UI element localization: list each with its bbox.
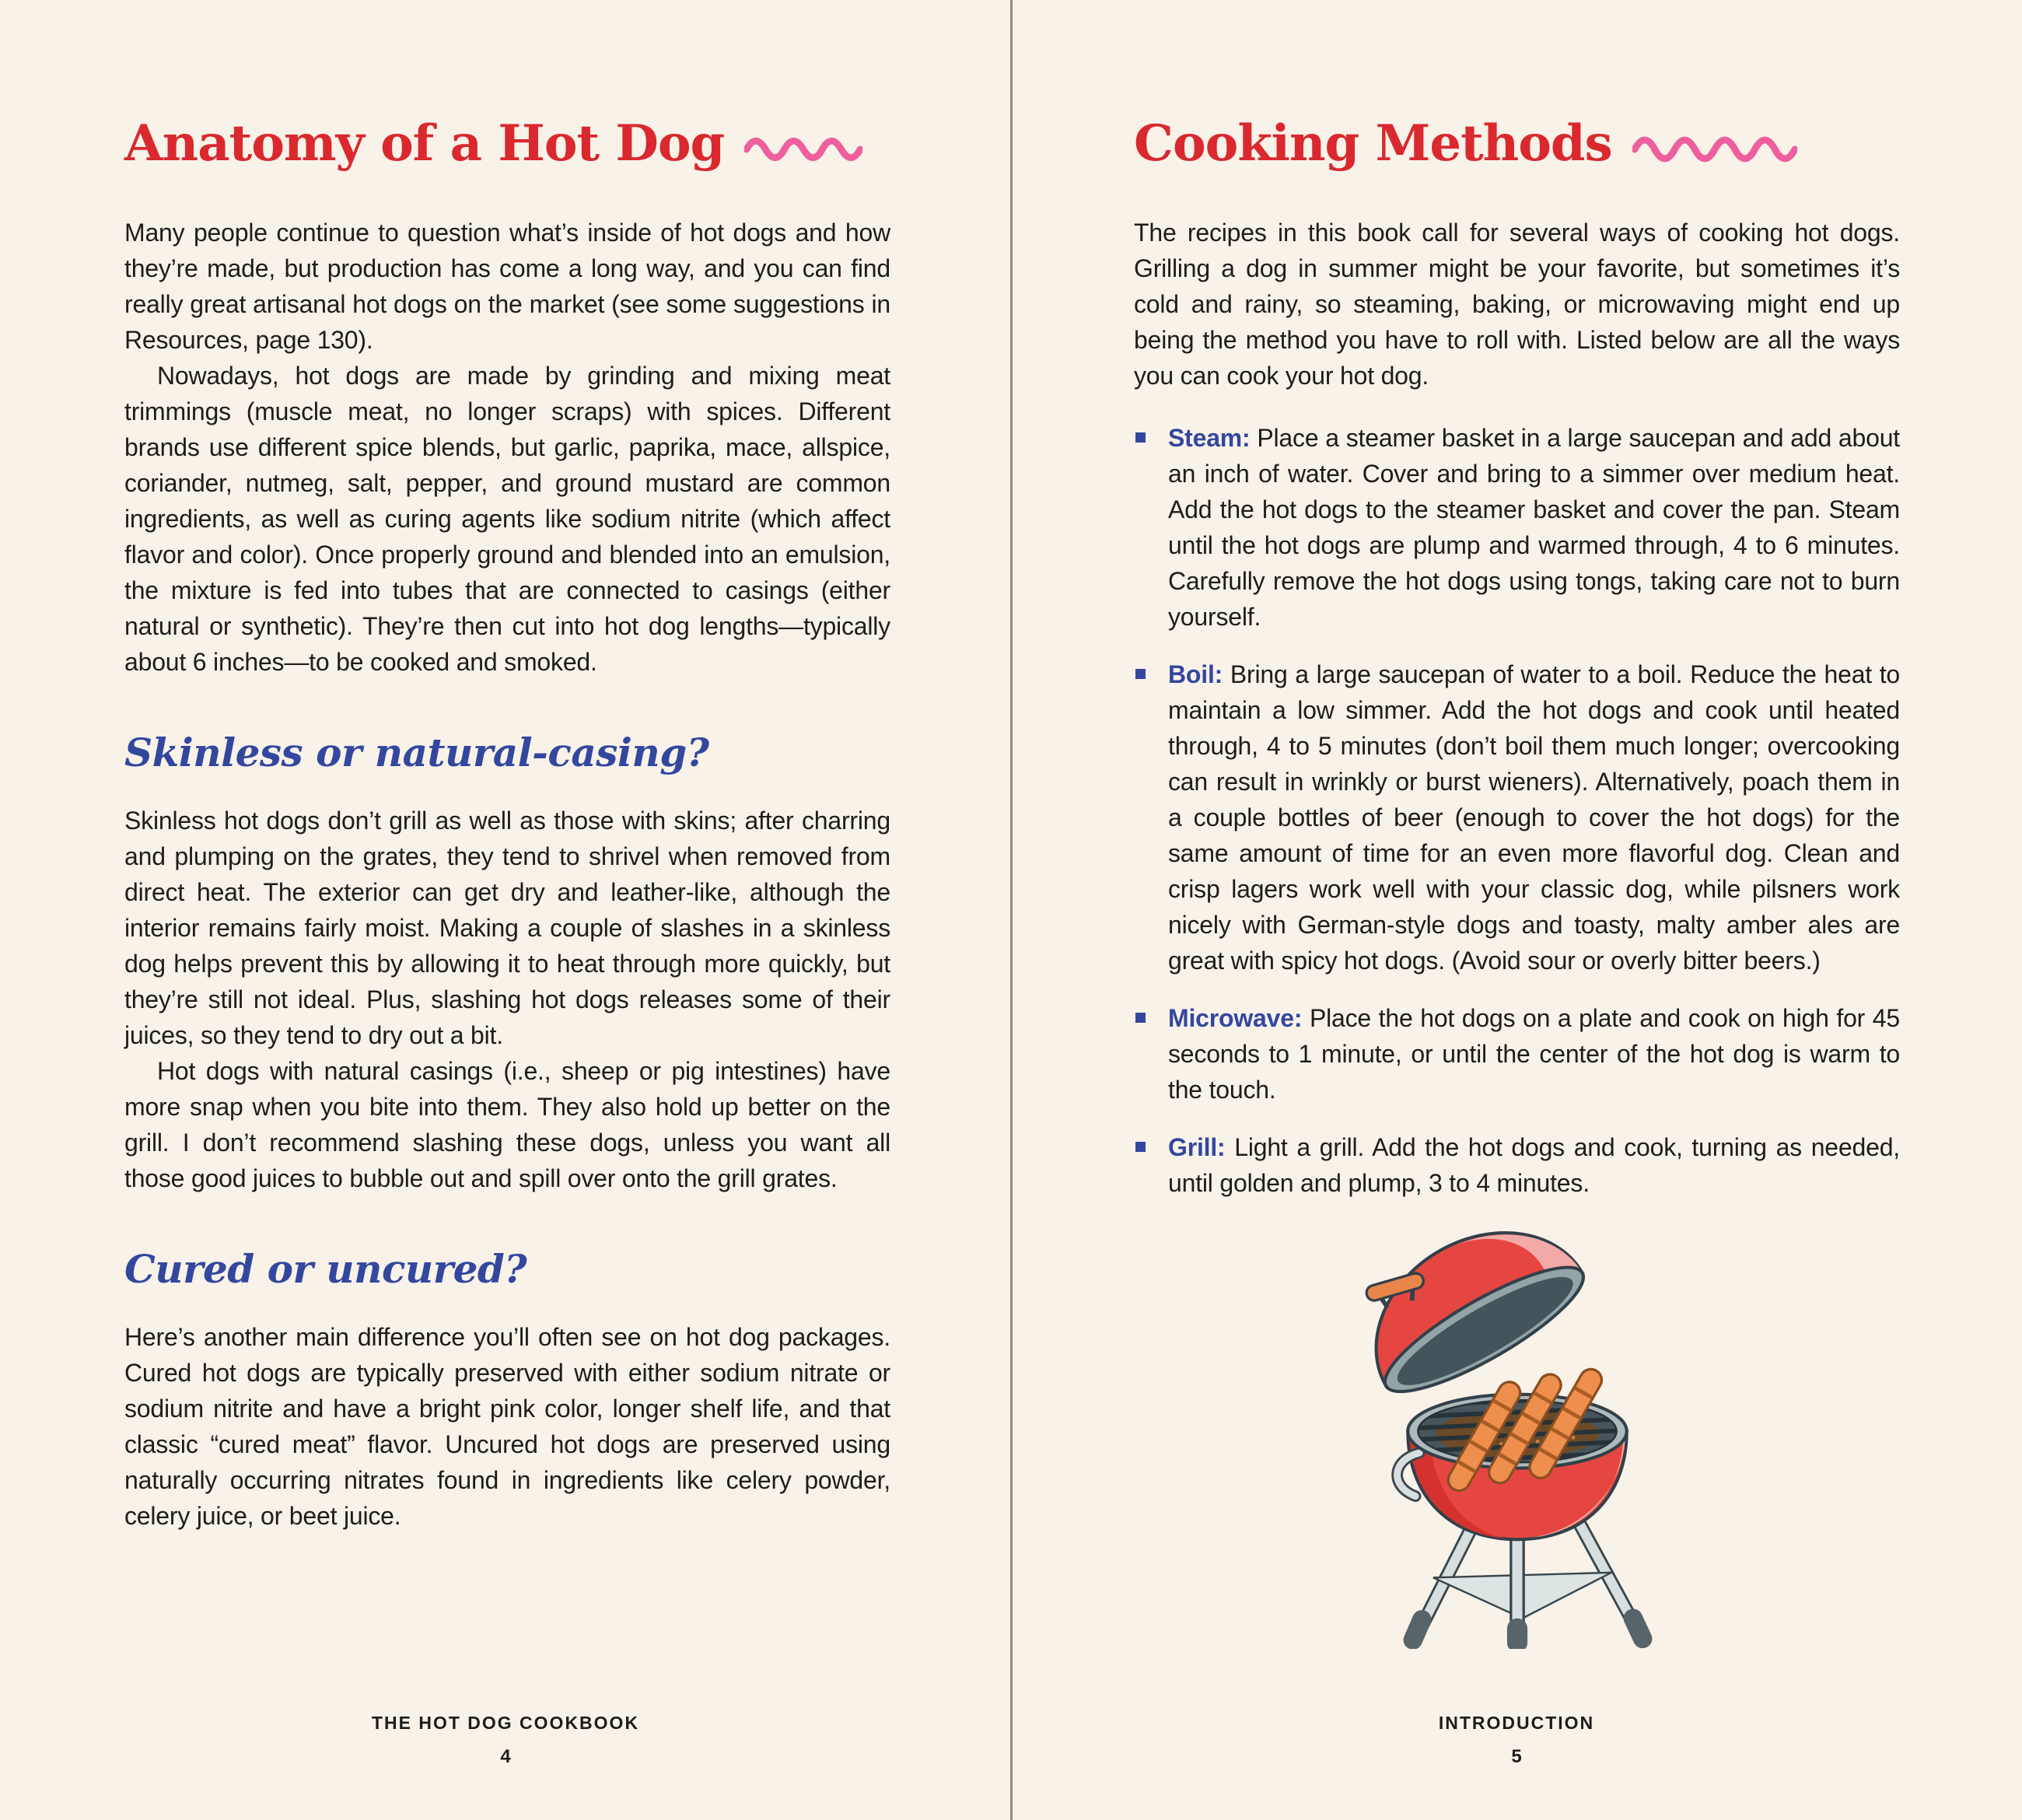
list-item (1168, 420, 1900, 635)
running-footer (1011, 1713, 2022, 1768)
bullet-icon (1135, 432, 1146, 443)
running-title: INTRODUCTION (1438, 1713, 1595, 1733)
section-heading: Cured or uncured? (124, 1246, 527, 1292)
right-page (1011, 0, 2022, 1820)
method-text: Bring a large saucepan of water to a boil. Reduce the heat to maintain a low simmer. Add the hot dogs and cook until heated through, 4 to 5 minutes (don’t boil them much longer; overcooking can result in wrinkly or burst wieners). Alternatively, poach them in a couple bottles of beer (enough to cover the hot dogs) for the same amount of time for an even more flavorful dog. Clean and crisp lagers work well with your classic dog, while pilsners work nicely with German-style dogs and toasty, malty amber ales are great with spicy hot dogs. (Avoid sour or overly bitter beers.) (1168, 660, 1900, 975)
page-title: Anatomy of a Hot Dog (124, 114, 725, 173)
paragraph: Hot dogs with natural casings (i.e., sheep or pig intestines) have more snap when you bite into them. They also hold up better on the grill. I don’t recommend slashing these dogs, unless you want all those good juices to bubble out and spill over onto the grill grates. (124, 1057, 890, 1192)
method-label: Boil: (1168, 660, 1223, 688)
squiggle-decoration-icon (1632, 135, 1797, 163)
grill-illustration (1300, 1229, 1735, 1649)
paragraph: Many people continue to question what’s inside of hot dogs and how they’re made, but production has come a long way, and you can find really great artisanal hot dogs on the market (see some suggestions in Resources, page 130). (124, 219, 890, 354)
method-label: Steam: (1168, 424, 1251, 452)
list-item (1168, 1129, 1900, 1201)
bullet-icon (1135, 1013, 1146, 1023)
method-text: Place a steamer basket in a large saucepan and add about an inch of water. Cover and bring to a simmer over medium heat. Add the hot dogs to the steamer basket and cover the pan. Steam until the hot dogs are plump and warmed through, 4 to 6 minutes. Carefully remove the hot dogs using tongs, taking care not to burn yourself. (1168, 424, 1900, 631)
grill-bowl (1397, 1365, 1634, 1539)
list-item (1168, 656, 1900, 978)
page-title: Cooking Methods (1134, 114, 1612, 173)
paragraph: Here’s another main difference you’ll often see on hot dog packages. Cured hot dogs are typically preserved with either sodium nitrate or sodium nitrite and have a bright pink color, longer shelf life, and that classic “cured meat” flavor. Uncured hot dogs are preserved using naturally occurring nitrates found in ingredients like celery powder, celery juice, or beet juice. (124, 1323, 890, 1530)
cooking-methods-list (1134, 420, 1900, 1201)
list-item (1168, 1000, 1900, 1108)
section-heading: Skinless or natural-casing? (124, 730, 709, 775)
bullet-icon (1135, 1142, 1146, 1152)
squiggle-decoration-icon (744, 135, 862, 163)
running-footer (0, 1713, 1011, 1768)
page-number: 4 (500, 1746, 511, 1767)
method-label: Microwave: (1168, 1004, 1303, 1032)
method-text: Place the hot dogs on a plate and cook on high for 45 seconds to 1 minute, or until the center of the hot dog is warm to the touch. (1168, 1004, 1900, 1104)
page-number: 5 (1511, 1746, 1522, 1767)
bullet-icon (1135, 669, 1146, 679)
paragraph: The recipes in this book call for several ways of cooking hot dogs. Grilling a dog in summer might be your favorite, but sometimes it’s cold and rainy, so steaming, baking, or microwaving might end up being the method you have to roll with. Listed below are all the ways you can cook your hot dog. (1134, 219, 1900, 390)
running-title: THE HOT DOG COOKBOOK (371, 1713, 640, 1733)
paragraph: Skinless hot dogs don’t grill as well as those with skins; after charring and plumping on the grates, they tend to shrivel when removed from direct heat. The exterior can get dry and leather-like, although the interior remains fairly moist. Making a couple of slashes in a skinless dog helps prevent this by allowing it to heat through more quickly, but they’re still not ideal. Plus, slashing hot dogs releases some of their juices, so they tend to dry out a bit. (124, 807, 890, 1049)
method-label: Grill: (1168, 1133, 1226, 1161)
method-text: Light a grill. Add the hot dogs and cook, turning as needed, until golden and plump, 3 to 4 minutes. (1168, 1133, 1900, 1197)
paragraph: Nowadays, hot dogs are made by grinding and mixing meat trimmings (muscle meat, no longer scraps) with spices. Different brands use different spice blends, but garlic, paprika, mace, allspice, coriander, nutmeg, salt, pepper, and ground mustard are common ingredients, as well as curing agents like sodium nitrite (which affect flavor and color). Once properly ground and blended into an emulsion, the mixture is fed into tubes that are connected to casings (either natural or synthetic). They’re then cut into hot dog lengths—typically about 6 inches—to be cooked and smoked. (124, 362, 890, 676)
